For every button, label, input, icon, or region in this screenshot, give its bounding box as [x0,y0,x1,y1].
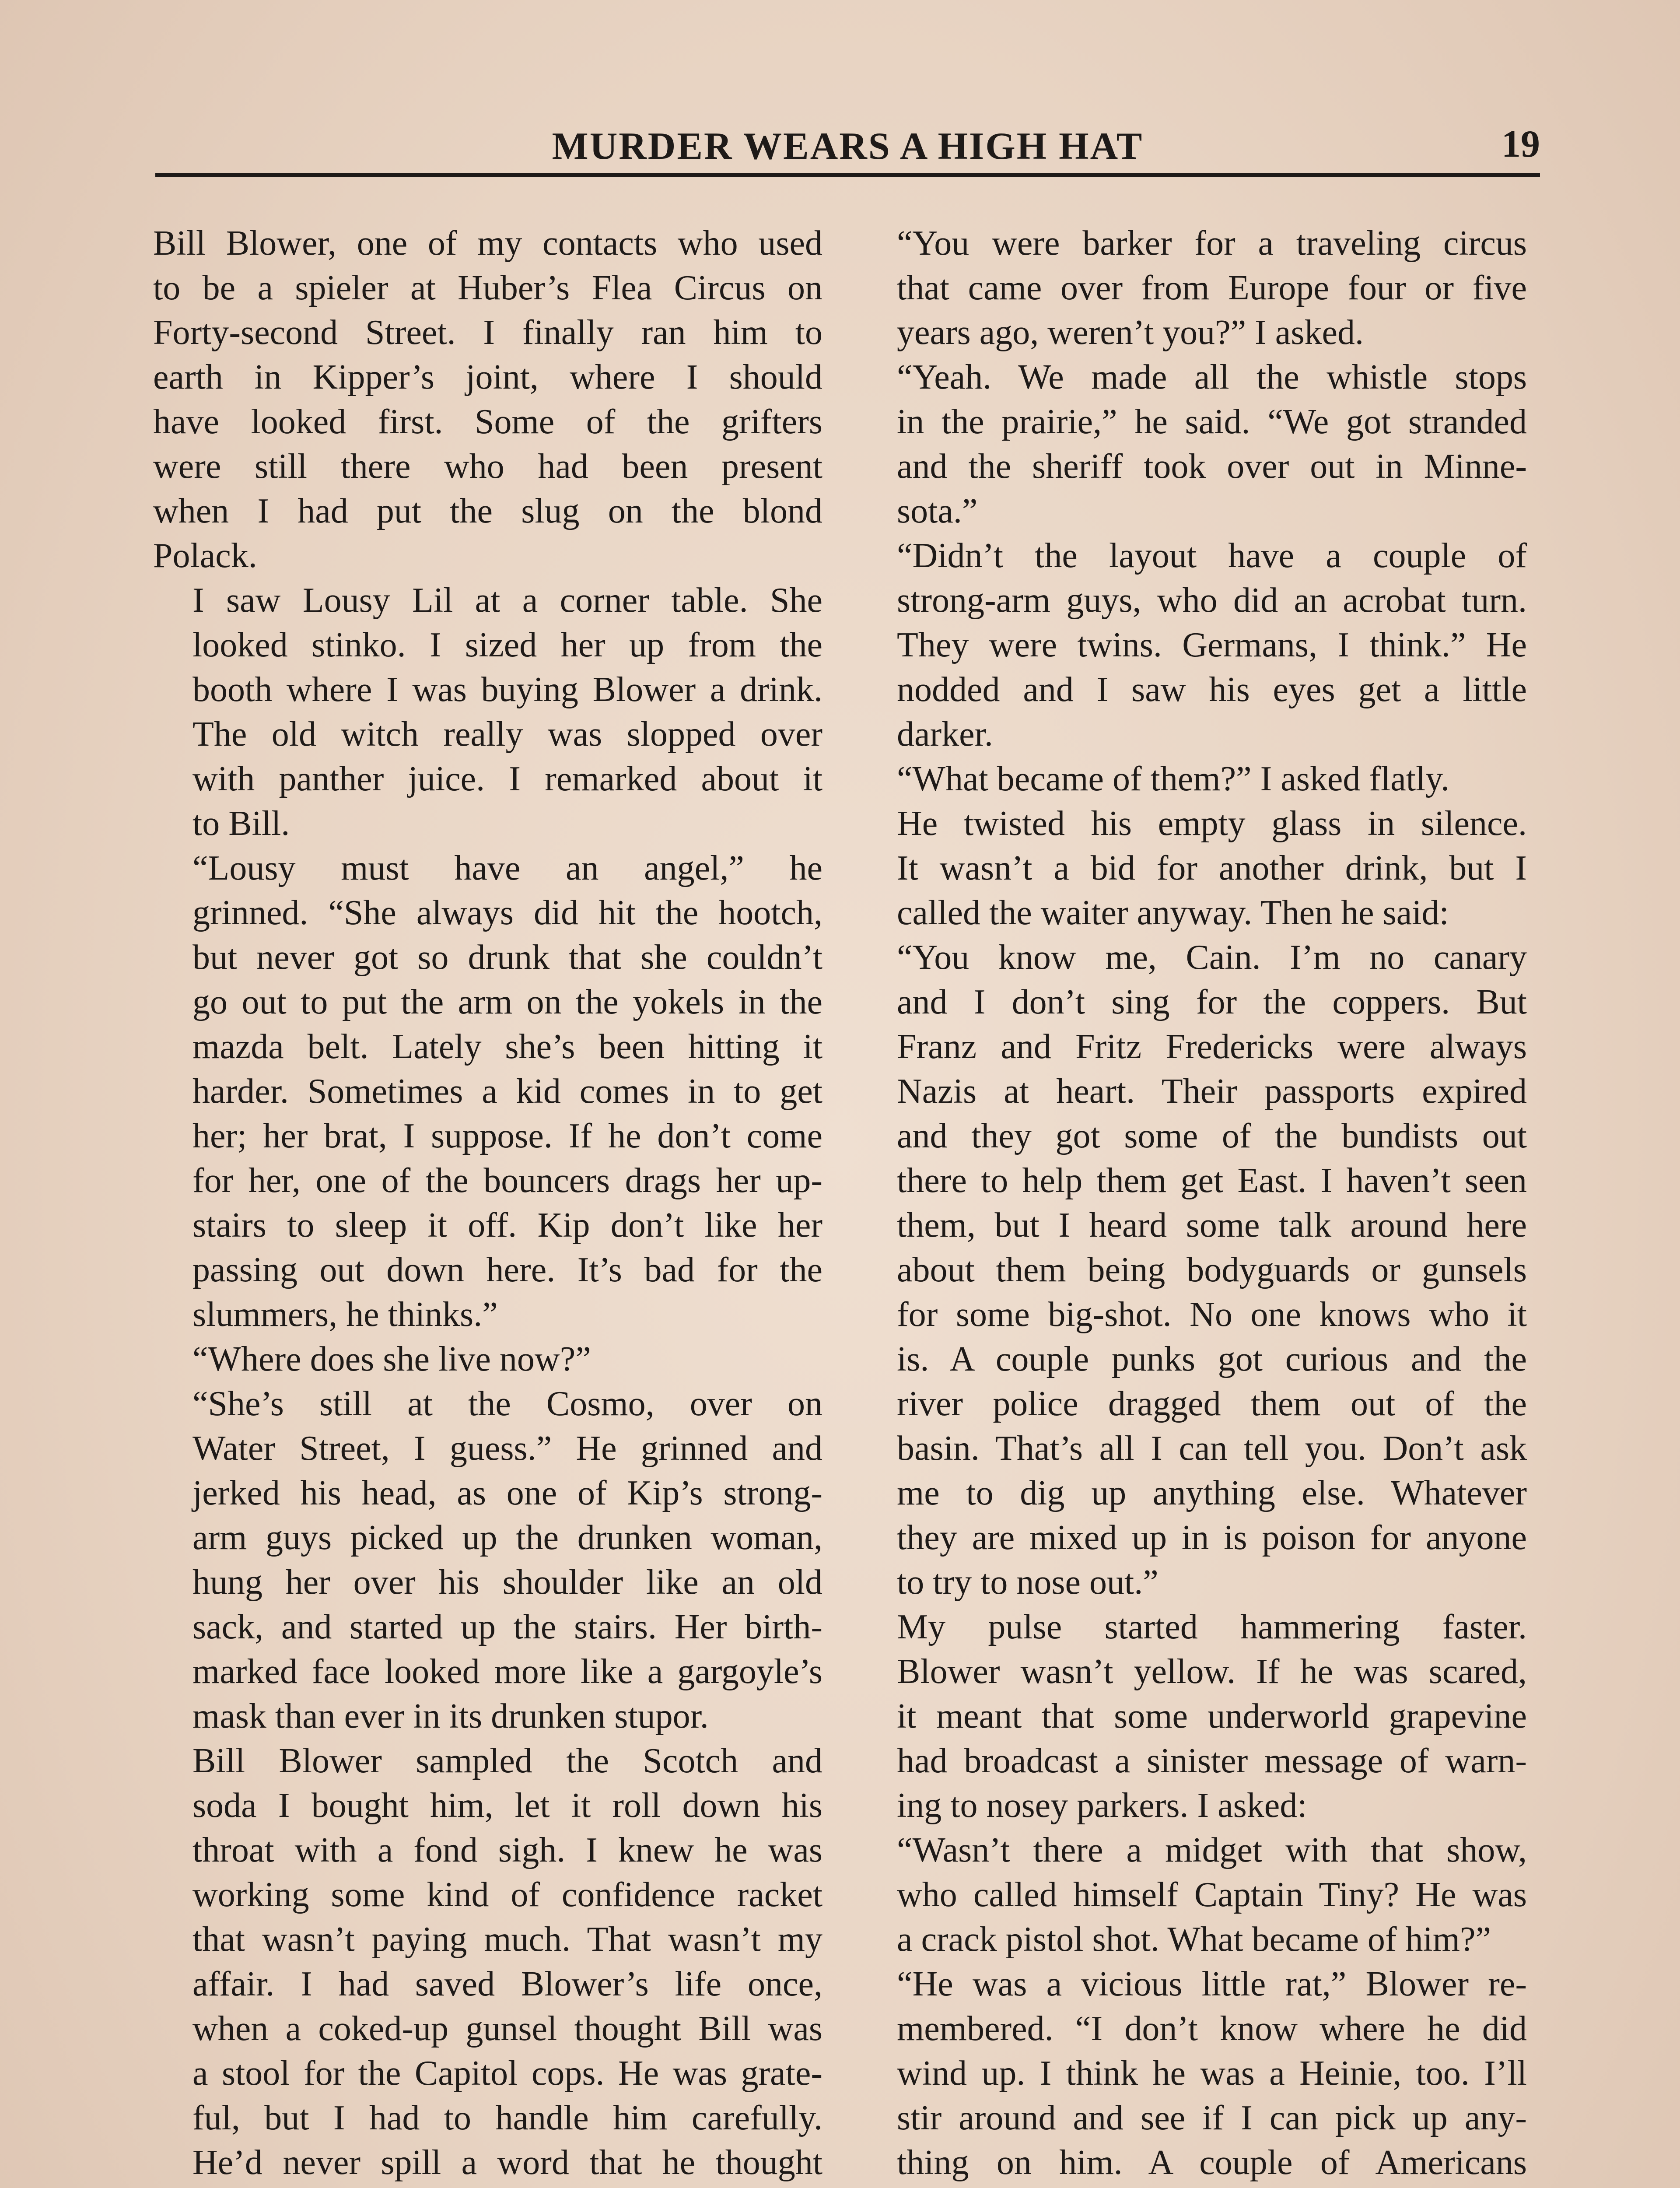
text-line: but never got so drunk that she couldn’t [192,938,822,977]
text-line: thing on him. A couple of Americans [897,2143,1527,2182]
text-line: in the prairie,” he said. “We got stranded [897,403,1527,441]
text-line: Nazis at heart. Their passports expired [897,1072,1527,1111]
text-line: stir around and see if I can pick up any- [897,2099,1527,2137]
text-line: soda I bought him, let it roll down his [192,1786,822,1825]
paragraph [858,935,1527,1605]
header-rule [155,173,1540,177]
text-line: They were twins. Germans, I think.” He [897,626,1527,664]
text-line: grinned. “She always did hit the hootch, [192,894,822,932]
text-line: “Didn’t the layout have a couple of [897,536,1527,575]
text-line: that wasn’t paying much. That wasn’t my [192,1920,822,1959]
text-line: Bill Blower sampled the Scotch and [192,1742,822,1780]
text-line: and the sheriff took over out in Minne- [897,447,1527,486]
text-line: they are mixed up in is poison for anyone [897,1518,1527,1557]
text-line: for her, one of the bouncers drags her up- [192,1161,822,1200]
text-line: Franz and Fritz Fredericks were always [897,1027,1527,1066]
text-line: wind up. I think he was a Heinie, too. I’ll [897,2054,1527,2093]
text-line: a stool for the Capitol cops. He was grate- [192,2054,822,2093]
text-line: there to help them get East. I haven’t seen [897,1161,1527,1200]
paragraph [858,355,1527,533]
text-line: booth where I was buying Blower a drink. [192,670,822,709]
paragraph [858,801,1527,935]
text-line: have looked first. Some of the grifters [153,403,822,441]
text-line: mazda belt. Lately she’s been hitting it [192,1027,822,1066]
text-line: Blower wasn’t yellow. If he was scared, [897,1652,1527,1691]
text-line: go out to put the arm on the yokels in the [192,983,822,1021]
text-line: “Wasn’t there a midget with that show, [897,1831,1527,1869]
text-line: were still there who had been present [153,447,822,486]
text-line: nodded and I saw his eyes get a little [897,670,1527,709]
text-line: sota.” [897,492,978,530]
text-line: when I had put the slug on the blond [153,492,822,530]
paragraph [858,1962,1527,2188]
text-line: with panther juice. I remarked about it [192,760,822,798]
paragraph [153,1337,822,1382]
text-line: basin. That’s all I can tell you. Don’t ask [897,1429,1527,1468]
text-line [153,2185,822,2188]
text-line: to Bill. [192,804,290,843]
text-line: it meant that some underworld grapevine [897,1697,1527,1736]
paragraph [858,1828,1527,1962]
text-line: membered. “I don’t know where he did [897,2009,1527,2048]
text-line: me to dig up anything else. Whatever [897,1474,1527,1512]
paragraph [858,221,1527,355]
text-line: working some kind of confidence racket [192,1876,822,1914]
text-line: about them being bodyguards or gunsels [897,1251,1527,1289]
text-line: called the waiter anyway. Then he said: [897,894,1449,932]
text-line: “What became of them?” I asked flatly. [897,760,1450,798]
text-line: to try to nose out.” [897,1563,1158,1602]
text-line: Water Street, I guess.” He grinned and [192,1429,822,1468]
text-line: Forty-second Street. I finally ran him to [153,313,822,352]
text-line: darker. [897,715,993,754]
text-line: “You know me, Cain. I’m no canary [897,938,1527,977]
right-column [858,221,1527,2188]
text-line: He twisted his empty glass in silence. [897,804,1527,843]
text-line: is. A couple punks got curious and the [897,1340,1527,1378]
text-line: marked face looked more like a gargoyle’s [192,1652,822,1691]
paragraph [153,1739,822,2188]
text-line: arm guys picked up the drunken woman, [192,1518,822,1557]
text-line: “Yeah. We made all the whistle stops [897,358,1527,396]
text-line: strong-arm guys, who did an acrobat turn. [897,581,1527,620]
text-line: earth in Kipper’s joint, where I should [153,358,822,396]
text-line: slummers, he thinks.” [192,1295,498,1334]
text-line: a crack pistol shot. What became of him?” [897,1920,1491,1959]
paragraph [153,1382,822,1739]
text-line: He’d never spill a word that he thought [192,2143,822,2182]
text-line: “She’s still at the Cosmo, over on [192,1385,822,1423]
text-line: My pulse started hammering faster. [897,1608,1527,1646]
text-line: ful, but I had to handle him carefully. [192,2099,822,2137]
text-line: and they got some of the bundists out [897,1117,1527,1155]
paragraph [858,757,1527,801]
paragraph [858,533,1527,757]
text-line: sack, and started up the stairs. Her birth- [192,1608,822,1646]
text-line: looked stinko. I sized her up from the [192,626,822,664]
text-line: mask than ever in its drunken stupor. [192,1697,709,1736]
page-header [155,118,1540,175]
left-column [153,221,822,2188]
paragraph [153,578,822,846]
text-line: “Where does she live now?” [192,1340,591,1378]
text-line: her; her brat, I suppose. If he don’t come [192,1117,822,1155]
text-line: affair. I had saved Blower’s life once, [192,1965,822,2003]
text-line: throat with a fond sigh. I knew he was [192,1831,822,1869]
paragraph [153,221,822,578]
text-line: jerked his head, as one of Kip’s strong- [192,1474,822,1512]
text-line: that came over from Europe four or five [897,269,1527,307]
text-line: and I don’t sing for the coppers. But [897,983,1527,1021]
text-line: ing to nosey parkers. I asked: [897,1786,1307,1825]
text-line [858,2185,1527,2188]
text-line: them, but I heard some talk around here [897,1206,1527,1245]
text-line: harder. Sometimes a kid comes in to get [192,1072,822,1111]
text-line: stairs to sleep it off. Kip don’t like her [192,1206,822,1245]
page-number: 19 [1502,123,1540,165]
text-line: The old witch really was slopped over [192,715,822,754]
text-line: river police dragged them out of the [897,1385,1527,1423]
text-line: years ago, weren’t you?” I asked. [897,313,1364,352]
text-line: when a coked-up gunsel thought Bill was [192,2009,822,2048]
text-line: “Lousy must have an angel,” he [192,849,822,887]
text-line: who called himself Captain Tiny? He was [897,1876,1527,1914]
text-line: It wasn’t a bid for another drink, but I [897,849,1527,887]
text-line: “You were barker for a traveling circus [897,224,1527,263]
text-line: Bill Blower, one of my contacts who used [153,224,822,263]
text-line: had broadcast a sinister message of warn- [897,1742,1527,1780]
text-line: I saw Lousy Lil at a corner table. She [192,581,822,620]
text-line: to be a spieler at Huber’s Flea Circus on [153,269,822,307]
text-line: hung her over his shoulder like an old [192,1563,822,1602]
paragraph [153,846,822,1337]
text-line: for some big-shot. No one knows who it [897,1295,1527,1334]
text-line: Polack. [153,536,257,575]
text-line: “He was a vicious little rat,” Blower re- [897,1965,1527,2003]
text-line: passing out down here. It’s bad for the [192,1251,822,1289]
running-title: MURDER WEARS A HIGH HAT [552,125,1144,168]
paragraph [858,1605,1527,1828]
